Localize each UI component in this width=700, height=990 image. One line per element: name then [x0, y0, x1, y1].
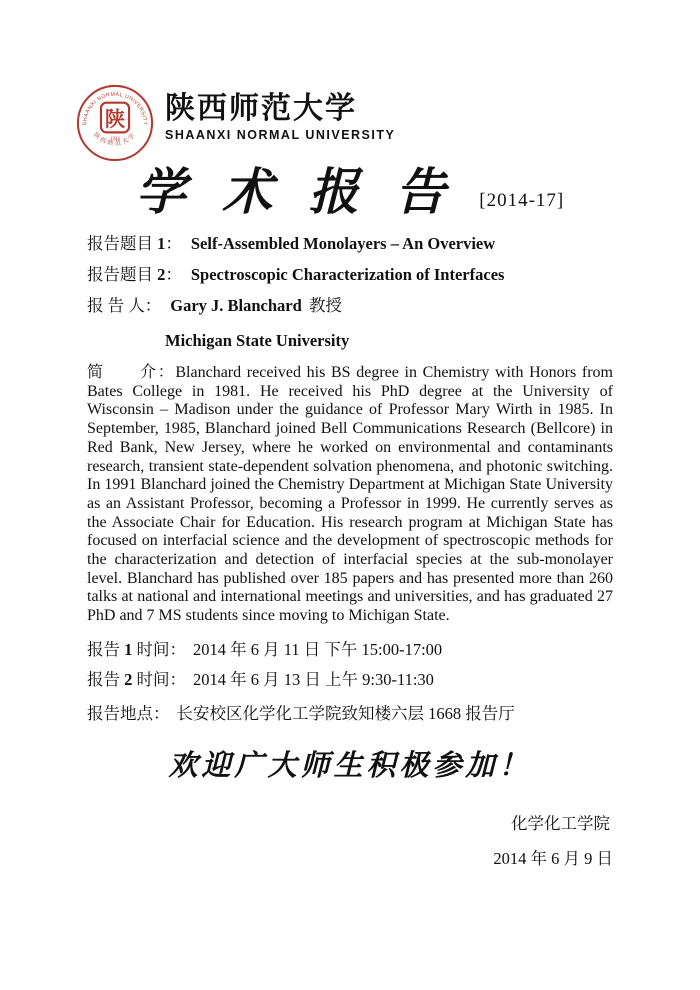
speaker-title: 教授 [308, 296, 342, 315]
speaker-label: 报 告 人： [87, 296, 162, 315]
lecture-1-time-value: 2014 年 6 月 11 日 下午 15:00-17:00 [193, 639, 443, 659]
issue-number: [2014-17] [479, 190, 565, 211]
university-header [75, 0, 613, 162]
seal-year-text: 1944 [110, 136, 120, 142]
speaker-bio [87, 364, 613, 626]
lecture-title-2-row [87, 265, 613, 284]
signature-organization: 化学化工学院 [511, 813, 610, 833]
lecture-1-time-label: 报告 1 时间： [87, 639, 186, 659]
lecture-title-2-label: 报告题目 2： [87, 265, 182, 284]
university-wordmark [165, 84, 395, 142]
lecture-2-time-row [87, 670, 613, 689]
lecture-venue-value: 长安校区化学化工学院致知楼六层 1668 报告厅 [176, 703, 515, 723]
lecture-meta [87, 234, 613, 351]
university-name-cn: 陕西师范大学 [165, 91, 357, 126]
university-name-en: SHAANXI NORMAL UNIVERSITY [165, 127, 396, 142]
lecture-2-time-label: 报告 2 时间： [87, 669, 186, 689]
document-title-row [87, 164, 613, 220]
speaker-affiliation: Michigan State University [165, 331, 350, 350]
bio-text: Blanchard received his BS degree in Chemistry with Honors from Bates College in 1981. He received his PhD degree at the University of Wisconsin – Madison under the guidance of Professor Mary Wirth in 1985. In September, 1985, Blanchard joined Bell Communications Research (Bellcore) in Red Bank, New Jersey, where he worked on environmental and contaminants research, transient state-dependent solvation phenomena, and photonic switching. In 1991 Blanchard joined the Chemistry Department at Michigan State University as an Assistant Professor, becoming a Professor in 1999. He currently serves as the Associate Chair for Education. His research program at Michigan State has focused on interfacial science and the development of spectroscopic methods for the characterization and detection of interfacial species at the sub-monolayer level. Blanchard has published over 185 papers and has presented more than 260 talks at national and international meetings and universities, and has graduated 27 PhD and 7 MS students since moving to Michigan State. [87, 364, 613, 625]
lecture-title-1-label: 报告题目 1： [87, 234, 182, 253]
lecture-title-1-text: Self-Assembled Monolayers – An Overview [190, 234, 496, 253]
signature-block [87, 810, 613, 869]
speaker-name: Gary J. Blanchard [170, 296, 302, 315]
document-title: 学 术 报 告 [135, 164, 458, 220]
lecture-2-time-value: 2014 年 6 月 13 日 上午 9:30-11:30 [193, 669, 434, 689]
lecture-title-1-row [87, 234, 613, 253]
lecture-venue-row [87, 704, 613, 723]
lecture-venue-label: 报告地点： [87, 703, 170, 723]
lecture-schedule [87, 640, 613, 723]
bio-label: 简 介： [87, 364, 176, 381]
lecture-title-2-text: Spectroscopic Characterization of Interfaces [190, 265, 505, 284]
signature-date: 2014 年 6 月 9 日 [493, 848, 613, 868]
speaker-row [87, 296, 613, 315]
seal-center-glyph: 陕 [104, 109, 126, 132]
university-seal-icon [75, 84, 155, 162]
lecture-1-time-row [87, 640, 613, 659]
seal-arc-top-text: SHAANXI NORMAL UNIVERSITY [82, 91, 148, 126]
seal-arc-bottom-text: 陕西师范大学 [91, 131, 139, 148]
welcome-line: 欢迎广大师生积极参加！ [168, 749, 532, 782]
